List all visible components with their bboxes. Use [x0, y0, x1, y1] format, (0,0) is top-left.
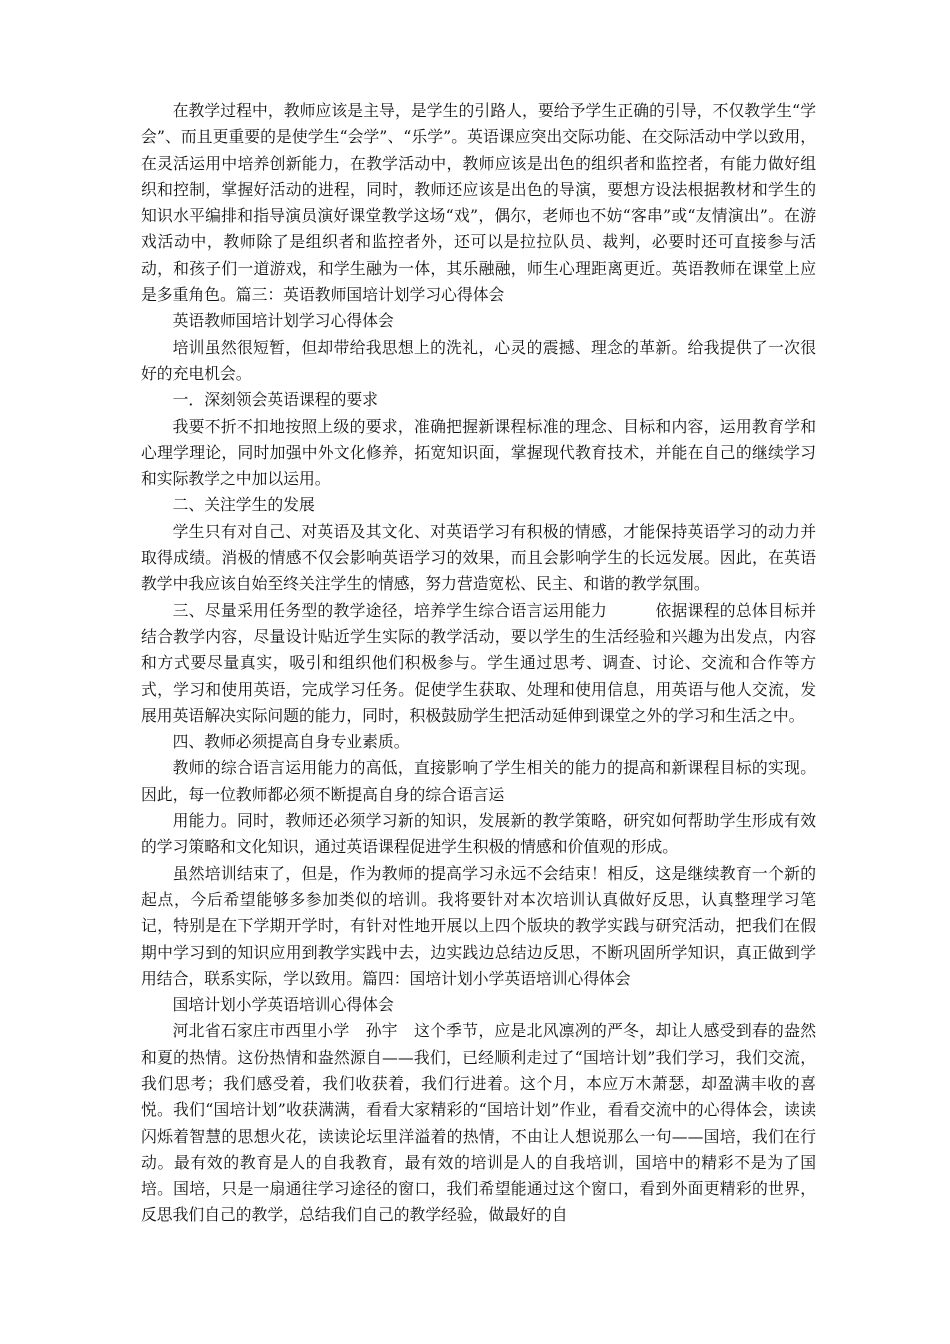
paragraph-author-reflection: 河北省石家庄市西里小学 孙宇 这个季节，应是北风凛冽的严冬，却让人感受到春的盎然和夏的热情。这份热情和盎然源自——我们，已经顺利走过了“国培计划”我们学习，我们交流，我们思考；我们感受着，我们收获着，我们行进着。这个月，本应万木萧瑟，却盈满丰收的喜悦。我们“国培计划”收获满满，看看大家精彩的“国培计划”作业，看看交流中的心得体会，读读闪烁着智慧的思想火花，读读论坛里洋溢着的热情，不由让人想说那么一句——国培，我们在行动。最有效的教育是人的自我教育，最有效的培训是人的自我培训，国培中的精彩不是为了国培。国培，只是一扇通往学习途径的窗口，我们希望能通过这个窗口，看到外面更精彩的世界，反思我们自己的教学，总结我们自己的教学经验，做最好的自 [141, 1021, 816, 1225]
paragraph-teacher-role: 在教学过程中，教师应该是主导，是学生的引路人，要给予学生正确的引导，不仅教学生“学会”、而且更重要的是使学生“会学”、“乐学”。英语课应突出交际功能、在交际活动中学以致用，在灵活运用中培养创新能力，在教学活动中，教师应该是出色的组织者和监控者，有能力做好组织和控制，掌握好活动的进程，同时，教师还应该是出色的导演，要想方设法根据教材和学生的知识水平编排和指导演员演好课堂教学这场“戏”，偶尔，老师也不妨“客串”或“友情演出”。在游戏活动中，教师除了是组织者和监控者外，还可以是拉拉队员、裁判，必要时还可直接参与活动，和孩子们一道游戏，和学生融为一体，其乐融融，师生心理距离更近。英语教师在课堂上应是多重角色。篇三：英语教师国培计划学习心得体会 [141, 101, 816, 305]
heading-point-two: 二、关注学生的发展 [172, 495, 315, 515]
heading-point-four: 四、教师必须提高自身专业素质。 [172, 732, 410, 752]
paragraph-point-one: 我要不折不扣地按照上级的要求，准确把握新课程标准的理念、目标和内容，运用教育学和心理学理论，同时加强中外文化修养，拓宽知识面，掌握现代教育技术，并能在自己的继续学习和实际教学之中加以运用。 [141, 416, 816, 489]
paragraph-point-four-a: 教师的综合语言运用能力的高低，直接影响了学生相关的能力的提高和新课程目标的实现。因此，每一位教师都必须不断提高自身的综合语言运 [141, 758, 816, 804]
section-heading-english-teacher-training: 英语教师国培计划学习心得体会 [172, 311, 394, 331]
document-body [141, 98, 816, 1229]
paragraph-point-four-b: 用能力。同时，教师还必须学习新的知识，发展新的教学策略，研究如何帮助学生形成有效的学习策略和文化知识，通过英语课程促进学生积极的情感和价值观的形成。 [141, 811, 816, 857]
heading-point-one: 一．深刻领会英语课程的要求 [172, 390, 378, 410]
paragraph-point-two: 学生只有对自己、对英语及其文化、对英语学习有积极的情感，才能保持英语学习的动力并取得成绩。消极的情感不仅会影响英语学习的效果，而且会影响学生的长远发展。因此，在英语教学中我应该自始至终关注学生的情感，努力营造宽松、民主、和谐的教学氛围。 [141, 521, 816, 594]
paragraph-point-three: 三、尽量采用任务型的教学途径，培养学生综合语言运用能力 依据课程的总体目标并结合教学内容，尽量设计贴近学生实际的教学活动，要以学生的生活经验和兴趣为出发点，内容和方式要尽量真实，吸引和组织他们积极参与。学生通过思考、调查、讨论、交流和合作等方式，学习和使用英语，完成学习任务。促使学生获取、处理和使用信息，用英语与他人交流，发展用英语解决实际问题的能力，同时，积极鼓励学生把活动延伸到课堂之外的学习和生活之中。 [141, 600, 816, 725]
paragraph-training-intro: 培训虽然很短暂，但却带给我思想上的洗礼，心灵的震撼、理念的革新。给我提供了一次很好的充电机会。 [141, 337, 816, 383]
paragraph-conclusion: 虽然培训结束了，但是，作为教师的提高学习永远不会结束！相反，这是继续教育一个新的起点，今后希望能够多参加类似的培训。我将要针对本次培训认真做好反思，认真整理学习笔记，特别是在下学期开学时，有针对性地开展以上四个版块的教学实践与研究活动，把我们在假期中学习到的知识应用到教学实践中去，边实践边总结边反思，不断巩固所学知识，真正做到学用结合，联系实际，学以致用。篇四：国培计划小学英语培训心得体会 [141, 863, 816, 988]
section-heading-primary-english-training: 国培计划小学英语培训心得体会 [172, 995, 394, 1015]
